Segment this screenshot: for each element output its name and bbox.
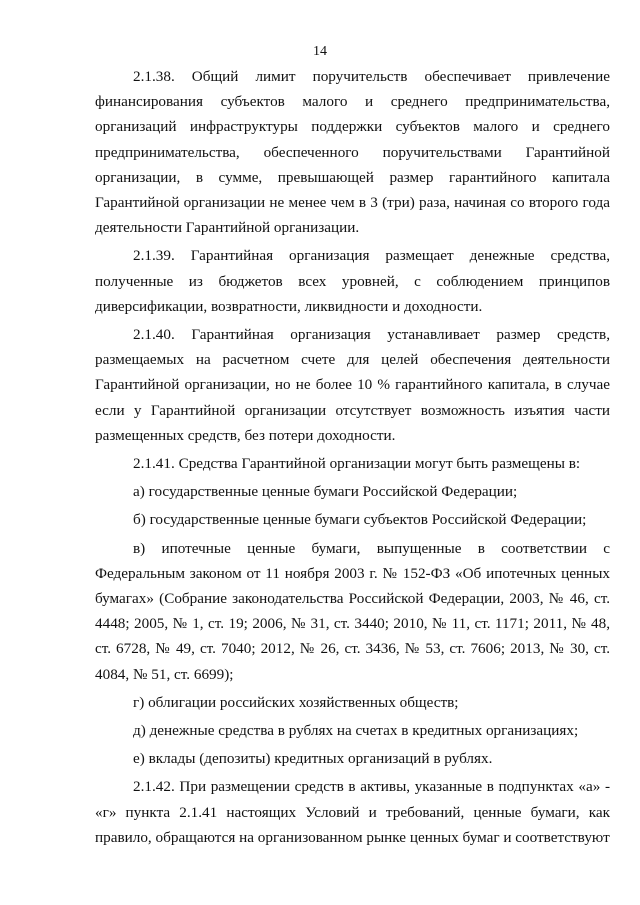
page-number: 14 [313,44,327,59]
list-item-a: а) государственные ценные бумаги Российской Федерации; [133,483,518,501]
paragraph-2-1-40: 2.1.40. Гарантийная организация устанавливает размер средств, размещаемых на расчетном счете для целей обеспечения деятельности Гарантийной организации, но не более 10 % гарантийного капитала, в случае если у Гарантийной организации отсутствует возможность изъятия части размещенных средств, без потери доходности. [95,326,610,444]
paragraph-2-1-38: 2.1.38. Общий лимит поручительств обеспечивает привлечение финансирования субъектов малого и среднего предпринимательства, организаций инфраструктуры поддержки субъектов малого и среднего предпринимательства, обеспеченного поручительствами Гарантийной организации, в сумме, превышающей размер гарантийного капитала Гарантийной организации не менее чем в 3 (три) раза, начиная со второго года деятельности Гарантийной организации. [95,68,610,237]
paragraph-2-1-42: 2.1.42. При размещении средств в активы, указанные в подпунктах «а» - «г» пункта 2.1.41 настоящих Условий и требований, ценные бумаги, как правило, обращаются на организованном рынке ценных бумаг и соответствуют [95,778,610,846]
list-item-e: е) вклады (депозиты) кредитных организаций в рублях. [133,750,493,768]
list-item-b: б) государственные ценные бумаги субъектов Российской Федерации; [133,511,587,529]
list-item-d: д) денежные средства в рублях на счетах в кредитных организациях; [133,722,579,740]
paragraph-2-1-41: 2.1.41. Средства Гарантийной организации могут быть размещены в: [133,455,581,473]
list-item-g: г) облигации российских хозяйственных обществ; [133,693,459,711]
paragraph-2-1-39: 2.1.39. Гарантийная организация размещает денежные средства, полученные из бюджетов всех уровней, с соблюдением принципов диверсификации, возвратности, ликвидности и доходности. [95,247,610,315]
list-item-v: в) ипотечные ценные бумаги, выпущенные в соответствии с Федеральным законом от 11 ноября 2003 г. № 152-ФЗ «Об ипотечных ценных бумагах» (Собрание законодательства Российской Федерации, 2003, № 46, ст. 4448; 2005, № 1, ст. 19; 2006, № 31, ст. 3440; 2010, № 11, ст. 1171; 2011, № 48, ст. 6728, № 49, ст. 7040; 2012, № 26, ст. 3436, № 53, ст. 7606; 2013, № 30, ст. 4084, № 51, ст. 6699); [95,539,610,683]
document-body [95,64,610,850]
